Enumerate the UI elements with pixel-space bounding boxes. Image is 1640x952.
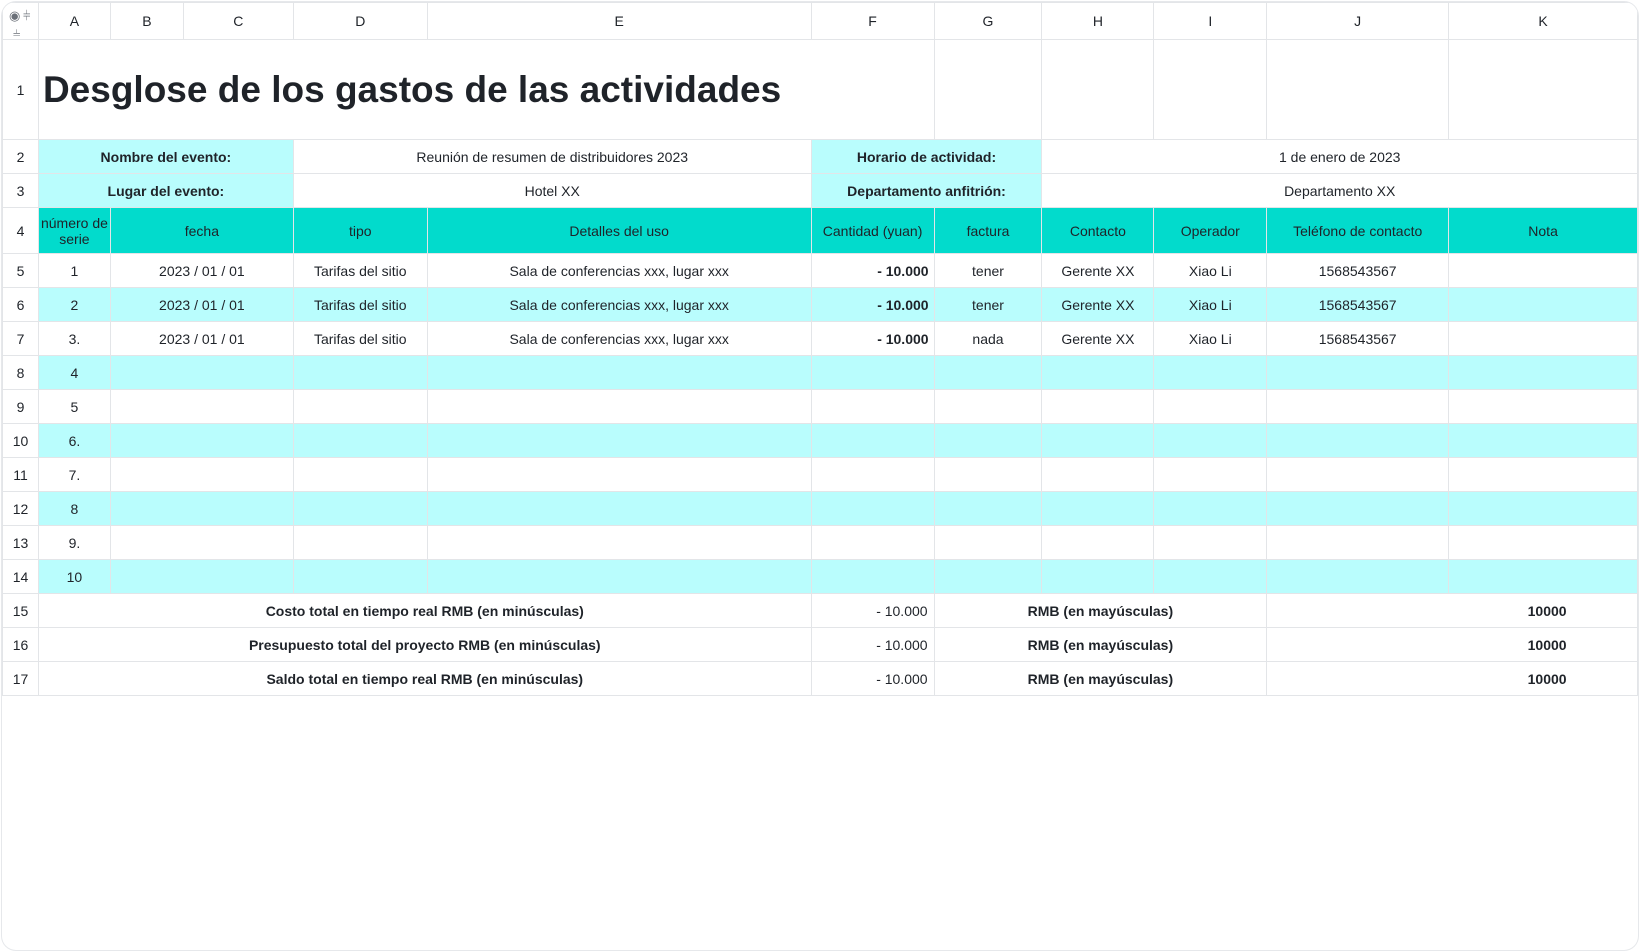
eye-icon[interactable]: ◉ <box>9 8 21 23</box>
contact-cell[interactable]: Gerente XX <box>1042 254 1154 288</box>
total-upper-value[interactable]: 10000 <box>1267 662 1638 696</box>
table-row <box>3 458 1638 492</box>
phone-cell[interactable]: 1568543567 <box>1267 288 1449 322</box>
phone-cell[interactable]: 1568543567 <box>1267 254 1449 288</box>
row-header[interactable]: 5 <box>3 254 39 288</box>
header-operator[interactable]: Operador <box>1154 208 1267 254</box>
contact-cell[interactable] <box>1042 526 1154 560</box>
date-cell[interactable] <box>110 390 293 424</box>
table-row <box>3 322 1638 356</box>
venue-label[interactable]: Lugar del evento: <box>38 174 293 208</box>
serial-cell[interactable]: 5 <box>38 390 110 424</box>
column-header-b[interactable]: B <box>110 3 183 40</box>
total-label[interactable]: Presupuesto total del proyecto RMB (en minúsculas) <box>38 628 811 662</box>
phone-cell[interactable] <box>1267 356 1449 390</box>
phone-cell[interactable] <box>1267 492 1449 526</box>
invoice-cell[interactable] <box>934 526 1042 560</box>
details-cell[interactable] <box>427 390 811 424</box>
column-header-j[interactable]: J <box>1267 3 1449 40</box>
invoice-cell[interactable] <box>934 560 1042 594</box>
operator-cell[interactable] <box>1154 560 1267 594</box>
total-label[interactable]: Costo total en tiempo real RMB (en minúsculas) <box>38 594 811 628</box>
column-header-i[interactable]: I <box>1154 3 1267 40</box>
invoice-cell[interactable] <box>934 458 1042 492</box>
note-cell[interactable] <box>1449 560 1638 594</box>
invoice-cell[interactable]: tener <box>934 254 1042 288</box>
operator-cell[interactable] <box>1154 356 1267 390</box>
cell[interactable] <box>1042 40 1154 140</box>
note-cell[interactable] <box>1449 390 1638 424</box>
operator-cell[interactable] <box>1154 424 1267 458</box>
table-row <box>3 288 1638 322</box>
row-header[interactable]: 6 <box>3 288 39 322</box>
total-amount[interactable]: - 10.000 <box>811 662 934 696</box>
header-type[interactable]: tipo <box>293 208 427 254</box>
column-header-h[interactable]: H <box>1042 3 1154 40</box>
invoice-cell[interactable] <box>934 424 1042 458</box>
date-cell[interactable] <box>110 526 293 560</box>
total-amount[interactable]: - 10.000 <box>811 594 934 628</box>
contact-cell[interactable] <box>1042 356 1154 390</box>
column-header-row <box>3 3 1638 40</box>
type-cell[interactable]: Tarifas del sitio <box>293 288 427 322</box>
note-cell[interactable] <box>1449 254 1638 288</box>
row-header[interactable]: 9 <box>3 390 39 424</box>
serial-cell[interactable]: 8 <box>38 492 110 526</box>
row-header[interactable]: 8 <box>3 356 39 390</box>
sheet-grid <box>2 2 1638 696</box>
details-cell[interactable]: Sala de conferencias xxx, lugar xxx <box>427 254 811 288</box>
row-header[interactable]: 12 <box>3 492 39 526</box>
table-row <box>3 356 1638 390</box>
table-row <box>3 526 1638 560</box>
amount-cell[interactable] <box>811 356 934 390</box>
row-header[interactable]: 11 <box>3 458 39 492</box>
row-header[interactable]: 1 <box>3 40 39 140</box>
details-cell[interactable]: Sala de conferencias xxx, lugar xxx <box>427 288 811 322</box>
details-cell[interactable] <box>427 424 811 458</box>
header-invoice[interactable]: factura <box>934 208 1042 254</box>
operator-cell[interactable]: Xiao Li <box>1154 254 1267 288</box>
column-header-k[interactable]: K <box>1449 3 1638 40</box>
department-label[interactable]: Departamento anfitrión: <box>811 174 1042 208</box>
date-cell[interactable]: 2023 / 01 / 01 <box>110 322 293 356</box>
row-header[interactable]: 13 <box>3 526 39 560</box>
info-row-venue <box>3 174 1638 208</box>
invoice-cell[interactable]: tener <box>934 288 1042 322</box>
details-cell[interactable] <box>427 458 811 492</box>
row-header[interactable]: 15 <box>3 594 39 628</box>
type-cell[interactable] <box>293 390 427 424</box>
serial-cell[interactable]: 3. <box>38 322 110 356</box>
note-cell[interactable] <box>1449 492 1638 526</box>
date-cell[interactable]: 2023 / 01 / 01 <box>110 254 293 288</box>
header-note[interactable]: Nota <box>1449 208 1638 254</box>
table-row <box>3 424 1638 458</box>
invoice-cell[interactable]: nada <box>934 322 1042 356</box>
serial-cell[interactable]: 4 <box>38 356 110 390</box>
total-upper-label[interactable]: RMB (en mayúsculas) <box>934 628 1267 662</box>
note-cell[interactable] <box>1449 356 1638 390</box>
column-header-c[interactable]: C <box>183 3 293 40</box>
contact-cell[interactable] <box>1042 560 1154 594</box>
serial-cell[interactable]: 9. <box>38 526 110 560</box>
amount-cell[interactable] <box>811 492 934 526</box>
totals-row <box>3 662 1638 696</box>
freeze-rows-icon[interactable]: ⫨ <box>13 24 21 39</box>
operator-cell[interactable] <box>1154 390 1267 424</box>
phone-cell[interactable]: 1568543567 <box>1267 322 1449 356</box>
date-cell[interactable] <box>110 492 293 526</box>
note-cell[interactable] <box>1449 322 1638 356</box>
amount-cell[interactable] <box>811 458 934 492</box>
header-amount[interactable]: Cantidad (yuan) <box>811 208 934 254</box>
row-header[interactable]: 2 <box>3 140 39 174</box>
phone-cell[interactable] <box>1267 458 1449 492</box>
date-cell[interactable] <box>110 458 293 492</box>
amount-cell[interactable] <box>811 560 934 594</box>
total-upper-label[interactable]: RMB (en mayúsculas) <box>934 594 1267 628</box>
type-cell[interactable]: Tarifas del sitio <box>293 254 427 288</box>
contact-cell[interactable] <box>1042 492 1154 526</box>
amount-cell[interactable]: - 10.000 <box>811 322 934 356</box>
serial-cell[interactable]: 7. <box>38 458 110 492</box>
note-cell[interactable] <box>1449 458 1638 492</box>
type-cell[interactable] <box>293 424 427 458</box>
column-header-a[interactable]: A <box>38 3 110 40</box>
operator-cell[interactable]: Xiao Li <box>1154 322 1267 356</box>
cell[interactable] <box>1267 40 1449 140</box>
header-serial[interactable]: número de serie <box>38 208 110 254</box>
amount-cell[interactable] <box>811 390 934 424</box>
serial-cell[interactable]: 1 <box>38 254 110 288</box>
total-upper-value[interactable]: 10000 <box>1267 628 1638 662</box>
event-name-label[interactable]: Nombre del evento: <box>38 140 293 174</box>
contact-cell[interactable] <box>1042 390 1154 424</box>
column-header-g[interactable]: G <box>934 3 1042 40</box>
freeze-columns-icon[interactable]: ⫩ <box>23 8 31 23</box>
select-all-corner[interactable] <box>3 3 39 40</box>
details-cell[interactable] <box>427 560 811 594</box>
invoice-cell[interactable] <box>934 390 1042 424</box>
column-header-e[interactable]: E <box>427 3 811 40</box>
serial-cell[interactable]: 2 <box>38 288 110 322</box>
contact-cell[interactable] <box>1042 424 1154 458</box>
amount-cell[interactable]: - 10.000 <box>811 288 934 322</box>
serial-cell[interactable]: 10 <box>38 560 110 594</box>
type-cell[interactable] <box>293 356 427 390</box>
header-phone[interactable]: Teléfono de contacto <box>1267 208 1449 254</box>
info-row-event <box>3 140 1638 174</box>
amount-cell[interactable] <box>811 424 934 458</box>
date-cell[interactable]: 2023 / 01 / 01 <box>110 288 293 322</box>
serial-cell[interactable]: 6. <box>38 424 110 458</box>
row-header[interactable]: 14 <box>3 560 39 594</box>
note-cell[interactable] <box>1449 526 1638 560</box>
row-header[interactable]: 10 <box>3 424 39 458</box>
type-cell[interactable] <box>293 458 427 492</box>
title-row <box>3 40 1638 140</box>
type-cell[interactable] <box>293 560 427 594</box>
row-header[interactable]: 4 <box>3 208 39 254</box>
table-row <box>3 560 1638 594</box>
venue-value[interactable]: Hotel XX <box>293 174 811 208</box>
phone-cell[interactable] <box>1267 526 1449 560</box>
date-cell[interactable] <box>110 424 293 458</box>
totals-row <box>3 594 1638 628</box>
type-cell[interactable] <box>293 492 427 526</box>
total-upper-label[interactable]: RMB (en mayúsculas) <box>934 662 1267 696</box>
sheet-title[interactable]: Desglose de los gastos de las actividades <box>38 40 934 140</box>
table-row <box>3 254 1638 288</box>
date-cell[interactable] <box>110 356 293 390</box>
table-row <box>3 390 1638 424</box>
note-cell[interactable] <box>1449 424 1638 458</box>
type-cell[interactable]: Tarifas del sitio <box>293 322 427 356</box>
details-cell[interactable] <box>427 492 811 526</box>
schedule-label[interactable]: Horario de actividad: <box>811 140 1042 174</box>
phone-cell[interactable] <box>1267 560 1449 594</box>
table-header-row <box>3 208 1638 254</box>
row-header[interactable]: 16 <box>3 628 39 662</box>
note-cell[interactable] <box>1449 288 1638 322</box>
row-header[interactable]: 7 <box>3 322 39 356</box>
totals-row <box>3 628 1638 662</box>
type-cell[interactable] <box>293 526 427 560</box>
column-header-f[interactable]: F <box>811 3 934 40</box>
contact-cell[interactable] <box>1042 458 1154 492</box>
contact-cell[interactable]: Gerente XX <box>1042 322 1154 356</box>
cell[interactable] <box>1449 40 1638 140</box>
amount-cell[interactable]: - 10.000 <box>811 254 934 288</box>
cell[interactable] <box>934 40 1042 140</box>
row-header[interactable]: 3 <box>3 174 39 208</box>
spreadsheet <box>2 2 1638 950</box>
invoice-cell[interactable] <box>934 356 1042 390</box>
phone-cell[interactable] <box>1267 424 1449 458</box>
cell[interactable] <box>1154 40 1267 140</box>
total-amount[interactable]: - 10.000 <box>811 628 934 662</box>
date-cell[interactable] <box>110 560 293 594</box>
operator-cell[interactable]: Xiao Li <box>1154 288 1267 322</box>
invoice-cell[interactable] <box>934 492 1042 526</box>
header-details[interactable]: Detalles del uso <box>427 208 811 254</box>
total-upper-value[interactable]: 10000 <box>1267 594 1638 628</box>
details-cell[interactable] <box>427 356 811 390</box>
header-contact[interactable]: Contacto <box>1042 208 1154 254</box>
operator-cell[interactable] <box>1154 458 1267 492</box>
phone-cell[interactable] <box>1267 390 1449 424</box>
operator-cell[interactable] <box>1154 492 1267 526</box>
operator-cell[interactable] <box>1154 526 1267 560</box>
details-cell[interactable] <box>427 526 811 560</box>
header-date[interactable]: fecha <box>110 208 293 254</box>
event-name-value[interactable]: Reunión de resumen de distribuidores 2023 <box>293 140 811 174</box>
department-value[interactable]: Departamento XX <box>1042 174 1638 208</box>
schedule-value[interactable]: 1 de enero de 2023 <box>1042 140 1638 174</box>
table-row <box>3 492 1638 526</box>
amount-cell[interactable] <box>811 526 934 560</box>
column-header-d[interactable]: D <box>293 3 427 40</box>
details-cell[interactable]: Sala de conferencias xxx, lugar xxx <box>427 322 811 356</box>
contact-cell[interactable]: Gerente XX <box>1042 288 1154 322</box>
row-header[interactable]: 17 <box>3 662 39 696</box>
total-label[interactable]: Saldo total en tiempo real RMB (en minúsculas) <box>38 662 811 696</box>
